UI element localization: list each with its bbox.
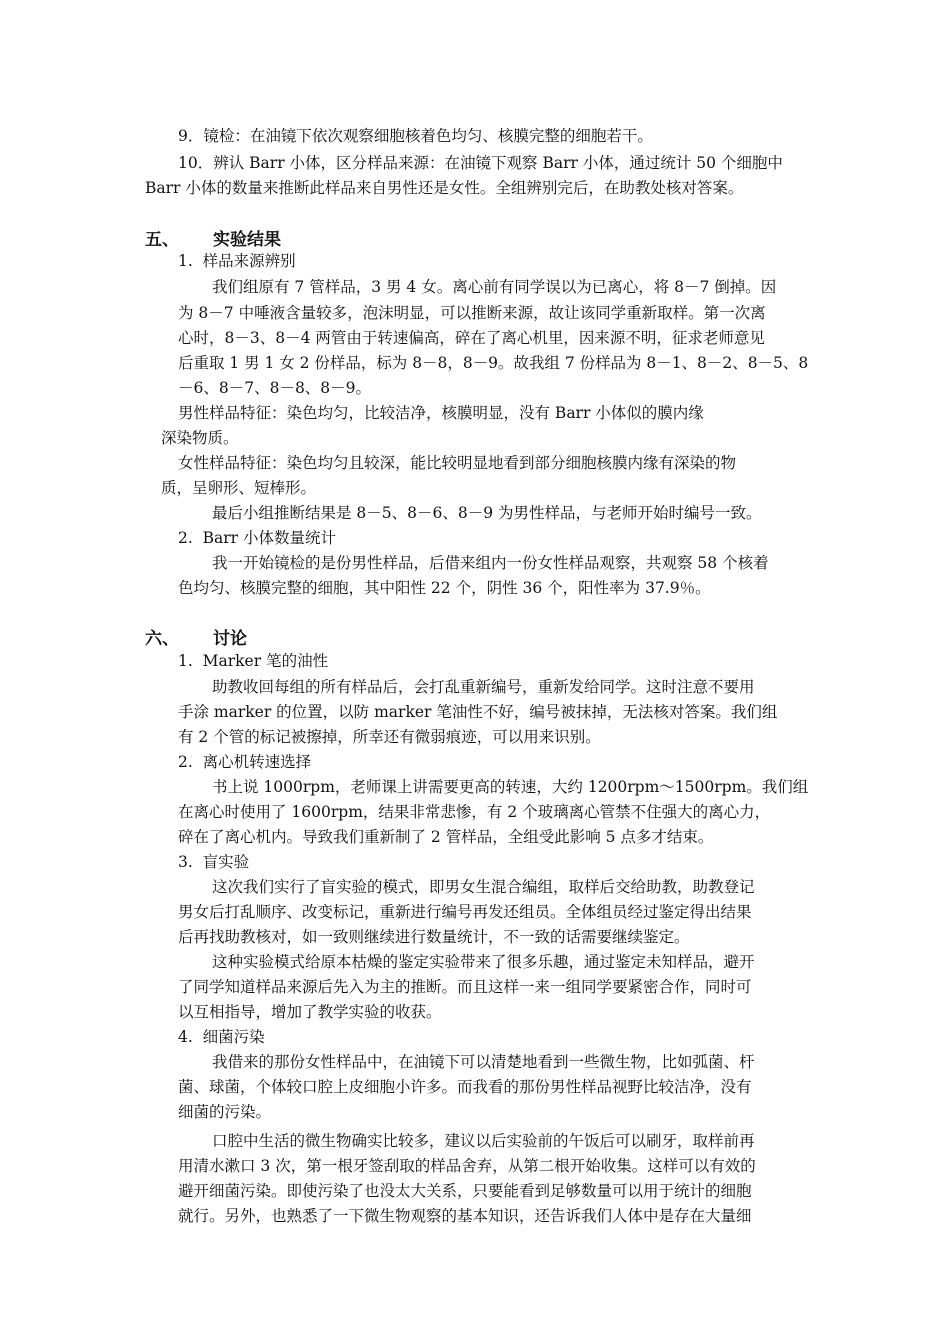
section-6-subheading-3: 3. 盲实验 — [178, 853, 250, 871]
section-6-heading — [145, 624, 247, 649]
paragraph-line: 心时，8－3、8－4 两管由于转速偏高，碎在了离心机里，因来源不明，征求老师意见 — [178, 329, 765, 347]
paragraph-line: －6、8－7、8－8、8－9。 — [178, 379, 372, 397]
paragraph-line: 助教收回每组的所有样品后，会打乱重新编号，重新发给同学。这时注意不要用 — [212, 678, 755, 696]
paragraph-line: 口腔中生活的微生物确实比较多，建议以后实验前的午饭后可以刷牙，取样前再 — [212, 1132, 755, 1150]
section-6-title: 讨论 — [213, 629, 247, 649]
paragraph-line: 为 8－7 中唾液含量较多，泡沫明显，可以推断来源，故让该同学重新取样。第一次离 — [178, 304, 766, 322]
male-feature-line-1: 男性样品特征：染色均匀，比较洁净，核膜明显，没有 Barr 小体似的膜内缘 — [178, 404, 704, 422]
paragraph-line: 这次我们实行了盲实验的模式，即男女生混合编组，取样后交给助教，助教登记 — [212, 878, 755, 896]
paragraph-line: 有 2 个管的标记被擦掉，所幸还有微弱痕迹，可以用来识别。 — [178, 728, 601, 746]
paragraph-line: 了同学知道样品来源后先入为主的推断。而且这样一来一组同学要紧密合作，同时可 — [178, 978, 752, 996]
paragraph-line: 书上说 1000rpm，老师课上讲需要更高的转速，大约 1200rpm～1500rpm。我们组 — [212, 778, 809, 796]
paragraph-line: 菌、球菌，个体较口腔上皮细胞小许多。而我看的那份男性样品视野比较洁净，没有 — [178, 1078, 752, 1096]
section-5-number: 五、 — [145, 230, 179, 250]
paragraph-line: 我一开始镜检的是份男性样品，后借来组内一份女性样品观察，共观察 58 个核着 — [212, 554, 769, 572]
section-6-subheading-2: 2. 离心机转速选择 — [178, 753, 312, 771]
paragraph-line: 以互相指导，增加了教学实验的收获。 — [178, 1003, 442, 1021]
paragraph-line: 碎在了离心机内。导致我们重新制了 2 管样品，全组受此影响 5 点多才结束。 — [178, 828, 714, 846]
paragraph-line: 男女后打乱顺序、改变标记，重新进行编号再发还组员。全体组员经过鉴定得出结果 — [178, 903, 752, 921]
male-feature-line-2: 深染物质。 — [161, 429, 239, 447]
paragraph-line: 手涂 marker 的位置，以防 marker 笔油性不好，编号被抹掉，无法核对答案。我们组 — [178, 703, 778, 721]
section-5-subheading-2: 2. Barr 小体数量统计 — [178, 529, 337, 547]
female-feature-line-2: 质，呈卵形、短棒形。 — [161, 479, 317, 497]
paragraph-line: 后重取 1 男 1 女 2 份样品，标为 8－8，8－9。故我组 7 份样品为 8－1、8－2、8－5、8 — [178, 354, 809, 372]
paragraph-line: 我借来的那份女性样品中，在油镜下可以清楚地看到一些微生物，比如弧菌、杆 — [212, 1053, 755, 1071]
step-9: 9．镜检：在油镜下依次观察细胞核着色均匀、核膜完整的细胞若干。 — [178, 127, 653, 145]
paragraph-line: 色均匀、核膜完整的细胞，其中阳性 22 个，阴性 36 个，阳性率为 37.9％。 — [178, 579, 711, 597]
paragraph-line: 避开细菌污染。即使污染了也没太大关系，只要能看到足够数量可以用于统计的细胞 — [178, 1182, 752, 1200]
paragraph-line: 就行。另外，也熟悉了一下微生物观察的基本知识，还告诉我们人体中是存在大量细 — [178, 1207, 752, 1225]
female-feature-line-1: 女性样品特征：染色均匀且较深，能比较明显地看到部分细胞核膜内缘有深染的物 — [178, 454, 737, 472]
paragraph-line: 我们组原有 7 管样品，3 男 4 女。离心前有同学误以为已离心，将 8－7 倒掉。因 — [212, 278, 777, 296]
conclusion-line: 最后小组推断结果是 8－5、8－6、8－9 为男性样品，与老师开始时编号一致。 — [212, 504, 762, 522]
section-6-number: 六、 — [145, 629, 179, 649]
section-5-heading — [145, 225, 281, 250]
paragraph-line: 用清水漱口 3 次，第一根牙签刮取的样品舍弃，从第二根开始收集。这样可以有效的 — [178, 1157, 756, 1175]
section-5-title: 实验结果 — [213, 230, 281, 250]
paragraph-line: 在离心时使用了 1600rpm，结果非常悲惨，有 2 个玻璃离心管禁不住强大的离心力， — [178, 803, 771, 821]
section-6-subheading-4: 4. 细菌污染 — [178, 1028, 265, 1046]
step-10-line-2: Barr 小体的数量来推断此样品来自男性还是女性。全组辨别完后，在助教处核对答案。 — [145, 179, 744, 197]
section-6-subheading-1: 1. Marker 笔的油性 — [178, 652, 329, 670]
step-10-line-1: 10．辨认 Barr 小体，区分样品来源：在油镜下观察 Barr 小体，通过统计 50 个细胞中 — [178, 154, 783, 172]
section-5-subheading-1: 1. 样品来源辨别 — [178, 252, 296, 270]
paragraph-line: 后再找助教核对，如一致则继续进行数量统计，不一致的话需要继续鉴定。 — [178, 928, 690, 946]
paragraph-line: 细菌的污染。 — [178, 1103, 272, 1121]
paragraph-line: 这种实验模式给原本枯燥的鉴定实验带来了很多乐趣，通过鉴定未知样品，避开 — [212, 953, 755, 971]
